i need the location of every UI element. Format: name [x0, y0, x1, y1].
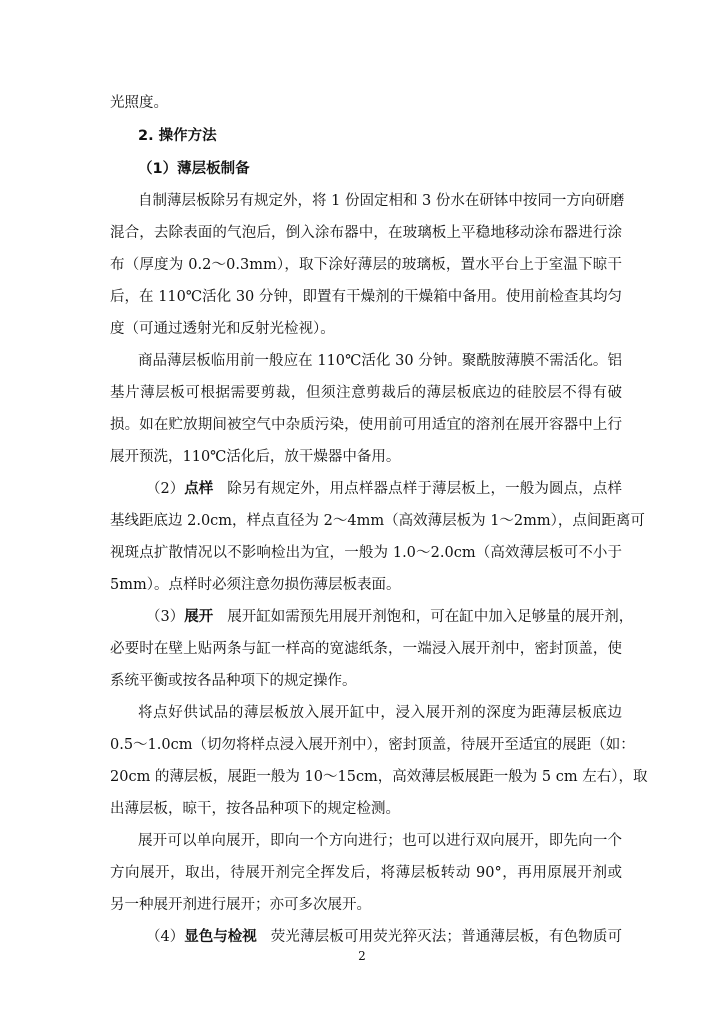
subsection-heading: 显色与检视	[184, 929, 257, 945]
paragraph-line: 损。如在贮放期间被空气中杂质污染，使用前可用适宜的溶剂在展开容器中上行	[110, 417, 622, 433]
paragraph-line	[146, 927, 622, 947]
paragraph-line: 5mm）。点样时必须注意勿损伤薄层板表面。	[110, 577, 401, 593]
paragraph-line: 基片薄层板可根据需要剪裁，但须注意剪裁后的薄层板底边的硅胶层不得有破	[110, 385, 622, 401]
subsection-heading: （1）薄层板制备	[138, 161, 250, 177]
paragraph-line: 展开可以单向展开，即向一个方向进行；也可以进行双向展开，即先向一个	[138, 833, 622, 849]
paragraph-line	[146, 607, 634, 627]
page-number: 2	[358, 949, 366, 963]
paragraph-line: 自制薄层板除另有规定外，将 1 份固定相和 3 份水在研钵中按同一方向研磨	[138, 193, 625, 209]
paragraph-line: 另一种展开剂进行展开；亦可多次展开。	[110, 897, 371, 913]
subsection-heading: 点样	[184, 481, 214, 497]
paragraph-line: 度（可通过透射光和反射光检视）。	[110, 321, 335, 337]
subsection-number: （4）	[146, 929, 185, 945]
section-heading: 2. 操作方法	[138, 128, 217, 144]
paragraph-text: 展开缸如需预先用展开剂饱和，可在缸中加入足够量的展开剂，	[227, 609, 634, 625]
paragraph-line: 必要时在壁上贴两条与缸一样高的宽滤纸条，一端浸入展开剂中，密封顶盖，使	[110, 641, 622, 657]
paragraph-line: 0.5～1.0cm（切勿将样点浸入展开剂中），密封顶盖，待展开至适宜的展距（如：	[110, 737, 635, 753]
paragraph-line: 展开预洗，110℃活化后，放干燥器中备用。	[110, 449, 401, 465]
paragraph-line: 布（厚度为 0.2～0.3mm），取下涂好薄层的玻璃板，置水平台上于室温下晾干	[110, 257, 622, 273]
paragraph-line: 出薄层板，晾干，按各品种项下的规定检测。	[110, 801, 400, 817]
paragraph-line: 混合，去除表面的气泡后，倒入涂布器中，在玻璃板上平稳地移动涂布器进行涂	[110, 225, 622, 241]
paragraph-line: 光照度。	[110, 95, 168, 111]
paragraph-line: 基线距底边 2.0cm，样点直径为 2～4mm（高效薄层板为 1～2mm），点间距离可	[110, 513, 645, 529]
paragraph-line	[146, 479, 622, 499]
paragraph-line: 商品薄层板临用前一般应在 110℃活化 30 分钟。聚酰胺薄膜不需活化。铝	[138, 353, 622, 369]
paragraph-line: 方向展开，取出，待展开剂完全挥发后，将薄层板转动 90°，再用原展开剂或	[110, 865, 622, 881]
subsection-number: （2）	[146, 481, 185, 497]
paragraph-line: 视斑点扩散情况以不影响检出为宜，一般为 1.0～2.0cm（高效薄层板可不小于	[110, 545, 622, 561]
paragraph-line: 系统平衡或按各品种项下的规定操作。	[110, 673, 357, 689]
paragraph-line: 将点好供试品的薄层板放入展开缸中，浸入展开剂的深度为距薄层板底边	[138, 705, 622, 721]
paragraph-text: 荧光薄层板可用荧光猝灭法；普通薄层板，有色物质可	[270, 929, 622, 945]
subsection-number: （3）	[146, 609, 185, 625]
paragraph-line: 后，在 110℃活化 30 分钟，即置有干燥剂的干燥箱中备用。使用前检查其均匀	[110, 289, 622, 305]
paragraph-line: 20cm 的薄层板，展距一般为 10～15cm，高效薄层板展距一般为 5 cm 左右），取	[110, 769, 648, 785]
paragraph-text: 除另有规定外，用点样器点样于薄层板上，一般为圆点，点样	[227, 481, 622, 497]
subsection-heading: 展开	[184, 609, 214, 625]
